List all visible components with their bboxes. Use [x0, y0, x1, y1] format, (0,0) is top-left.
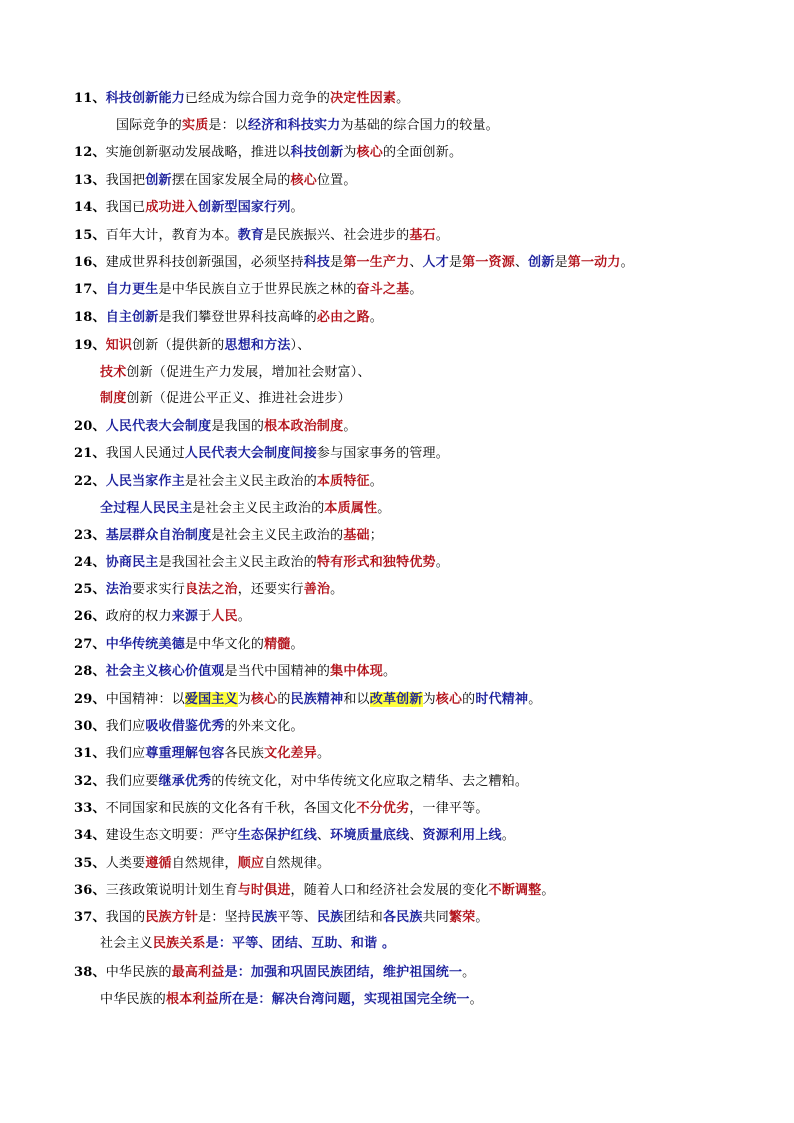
text-segment: 各民族	[382, 910, 423, 925]
text-line	[74, 554, 449, 572]
text-segment: 与时俱进	[237, 883, 291, 898]
text-segment: 为	[237, 692, 251, 707]
item-number: 16、	[74, 255, 106, 270]
text-segment: 时代精神	[475, 692, 529, 707]
item-number: 12、	[74, 145, 106, 160]
text-segment: 不同国家和民族的文化各有千秋，各国文化	[105, 801, 357, 816]
text-line	[74, 337, 310, 355]
text-segment: 、	[409, 828, 423, 843]
text-segment: 民族	[250, 910, 278, 925]
text-segment: 的传统文化，对中华传统文化应取之精华、去之糟粕。	[211, 774, 529, 789]
text-segment: 知识	[105, 338, 133, 353]
item-number: 21、	[74, 446, 106, 461]
text-segment: 摆在国家发展全局的	[171, 173, 291, 188]
text-segment: 精髓	[264, 637, 291, 652]
item-number: 17、	[74, 282, 106, 297]
text-segment: 善治	[303, 582, 331, 597]
text-line	[74, 254, 634, 272]
text-segment: 。	[620, 255, 634, 270]
text-segment: 实施创新驱动发展战略，推进以	[105, 145, 291, 160]
text-segment: 继承优秀	[158, 774, 212, 789]
text-line	[74, 309, 383, 327]
text-segment: 是我们攀登世界科技高峰的	[158, 310, 317, 325]
item-number: 34、	[74, 828, 106, 843]
item-number: 22、	[74, 474, 106, 489]
text-segment: 。	[469, 992, 483, 1007]
item-number: 18、	[74, 310, 106, 325]
item-number: 37、	[74, 910, 106, 925]
text-segment: 特有形式和独特优势	[316, 555, 436, 570]
item-number: 15、	[74, 228, 106, 243]
text-segment: 。	[316, 746, 331, 761]
text-segment: 根本政治制度	[264, 419, 344, 434]
text-segment: 已经成为综合国力竞争的	[184, 91, 331, 106]
text-segment: 是民族振兴、社会进步的	[264, 228, 410, 243]
text-line	[74, 418, 357, 436]
text-segment: 。	[541, 883, 555, 898]
text-segment: 是	[448, 255, 463, 270]
text-segment: 创新	[145, 173, 172, 188]
text-segment: 于	[198, 609, 212, 624]
text-line	[74, 882, 555, 900]
text-segment: 是	[330, 255, 344, 270]
text-segment: 是：以	[208, 118, 249, 133]
text-segment: 人民代表大会制度间接	[184, 446, 317, 461]
item-number: 35、	[74, 856, 106, 871]
text-line	[74, 144, 462, 162]
text-segment: ；	[369, 528, 383, 543]
text-segment: 不断调整	[488, 883, 542, 898]
text-line	[74, 473, 383, 491]
text-segment: 我国人民通过	[105, 446, 185, 461]
text-segment: 人民代表大会制度	[105, 419, 212, 434]
text-segment: 各民族	[224, 746, 265, 761]
text-segment: 顺应	[237, 856, 265, 871]
text-segment: 维护祖国统一	[382, 965, 463, 980]
item-number: 29、	[74, 692, 106, 707]
item-number: 24、	[74, 555, 106, 570]
text-segment: 。	[377, 501, 391, 516]
text-line	[74, 581, 343, 599]
text-line	[74, 827, 515, 845]
text-segment: 和以	[343, 692, 370, 707]
text-segment: 。	[462, 965, 476, 980]
text-segment: 要求实行	[132, 582, 185, 597]
text-segment: 我国把	[105, 173, 146, 188]
text-segment: 文化差异	[264, 746, 317, 761]
text-segment: 生态保护红线	[237, 828, 317, 843]
text-segment: 位置。	[316, 173, 357, 188]
text-segment: 尊重理解包容	[145, 746, 225, 761]
text-line	[100, 364, 371, 382]
text-segment: 民族方针	[145, 910, 199, 925]
text-segment: 繁荣	[448, 910, 476, 925]
text-segment: 中国精神：以	[105, 692, 185, 707]
text-line	[74, 608, 251, 626]
text-segment: 民族	[316, 910, 344, 925]
text-segment: 我国的	[105, 910, 146, 925]
item-number: 13、	[74, 173, 106, 188]
text-line	[100, 500, 390, 518]
text-segment: 创新（促进生产力发展，增加社会财富）、	[126, 365, 371, 380]
text-segment: ）、	[290, 338, 311, 353]
text-segment: 是我国社会主义民主政治的	[158, 555, 317, 570]
text-segment: 所在是：解决台湾问题，	[218, 992, 365, 1007]
text-segment: 、	[409, 255, 423, 270]
item-number: 19、	[74, 338, 106, 353]
text-line	[74, 800, 489, 818]
item-number: 25、	[74, 582, 106, 597]
text-segment: 科技创新	[290, 145, 344, 160]
text-segment: 平等、	[277, 910, 317, 925]
item-number: 38、	[74, 965, 106, 980]
item-number: 28、	[74, 664, 106, 679]
text-segment: 奋斗之基	[356, 282, 410, 297]
item-number: 11、	[74, 91, 106, 106]
text-line	[74, 90, 409, 108]
text-segment: 是中华文化的	[184, 637, 265, 652]
text-segment: 最高利益	[171, 965, 225, 980]
text-segment: 、	[514, 255, 529, 270]
text-segment: 。	[409, 282, 423, 297]
text-segment: ，还要实行	[237, 582, 304, 597]
item-number: 36、	[74, 883, 106, 898]
text-segment: 建设生态文明要：严守	[105, 828, 238, 843]
text-segment: 制度	[100, 391, 127, 406]
text-segment: 为	[422, 692, 436, 707]
text-segment: 人民当家作主	[105, 474, 185, 489]
text-segment: 基石	[409, 228, 436, 243]
text-segment: 国际竞争的	[116, 118, 183, 133]
text-segment: 、	[316, 828, 331, 843]
text-segment: 。	[435, 555, 449, 570]
text-segment: 的	[277, 692, 291, 707]
text-line	[74, 172, 357, 190]
text-segment: 必由之路	[316, 310, 370, 325]
text-segment: 创新（促进公平正义、推进社会进步）	[126, 391, 351, 406]
text-segment: 的外来文化。	[224, 719, 304, 734]
text-segment: 爱国主义	[184, 692, 238, 707]
text-segment: 。	[501, 828, 515, 843]
text-segment: 。	[369, 310, 383, 325]
text-line	[74, 855, 330, 873]
text-segment: 实质	[182, 118, 209, 133]
text-line	[74, 227, 449, 245]
text-segment: 百年大计，教育为本。	[105, 228, 238, 243]
text-segment: 。	[382, 664, 397, 679]
text-segment: 自力更生	[105, 282, 159, 297]
text-segment: 创新型国家行列	[198, 200, 291, 215]
text-segment: 第一生产力	[343, 255, 410, 270]
text-segment: 全过程人民民主	[100, 501, 193, 516]
text-segment: 为基础的综合国力的较量。	[340, 118, 499, 133]
text-segment: 基础	[343, 528, 370, 543]
text-segment: 为	[343, 145, 357, 160]
text-segment: 是	[554, 255, 568, 270]
text-segment: ，随着人口和经济社会发展的变化	[290, 883, 489, 898]
text-segment: 是当代中国精神的	[224, 664, 331, 679]
text-segment: 改革创新	[369, 692, 423, 707]
text-line	[74, 745, 330, 763]
text-segment: 政府的权力	[105, 609, 172, 624]
item-number: 20、	[74, 419, 106, 434]
text-segment: 社会主义核心价值观	[105, 664, 225, 679]
text-segment: 自然规律，	[171, 856, 238, 871]
item-number: 32、	[74, 774, 106, 789]
text-segment: 是社会主义民主政治的	[192, 501, 325, 516]
text-line	[74, 773, 528, 791]
item-number: 27、	[74, 637, 106, 652]
text-segment: 人类要	[105, 856, 146, 871]
text-segment: 。	[369, 474, 383, 489]
text-segment: 社会主义	[100, 936, 153, 951]
text-segment: 基层群众自治制度	[105, 528, 212, 543]
text-line	[74, 199, 304, 217]
text-segment: 第一资源	[462, 255, 515, 270]
text-segment: 我们应要	[105, 774, 159, 789]
item-number: 30、	[74, 719, 106, 734]
text-segment: 技术	[100, 365, 127, 380]
text-segment: 人民	[211, 609, 238, 624]
text-segment: 建成世界科技创新强国，必须坚持	[105, 255, 304, 270]
item-number: 26、	[74, 609, 106, 624]
text-segment: 是社会主义民主政治的	[184, 474, 317, 489]
text-segment: 是中华民族自立于世界民族之林的	[158, 282, 357, 297]
text-segment: 。	[237, 609, 251, 624]
text-segment: 成功进入	[145, 200, 199, 215]
text-segment: 。	[330, 582, 344, 597]
text-segment: 本质属性	[324, 501, 378, 516]
text-segment: 实现祖国完全统一	[364, 992, 470, 1007]
text-segment: 第一动力	[567, 255, 621, 270]
text-line	[116, 117, 499, 135]
text-segment: 自然规律。	[264, 856, 331, 871]
item-number: 31、	[74, 746, 106, 761]
text-segment: 是社会主义民主政治的	[211, 528, 344, 543]
text-segment: 核心	[250, 692, 278, 707]
text-line	[74, 281, 423, 299]
text-segment: 。	[528, 692, 542, 707]
text-segment: 。	[475, 910, 489, 925]
text-segment: 核心	[435, 692, 463, 707]
text-line	[74, 445, 449, 463]
text-segment: 民族关系	[152, 936, 206, 951]
text-segment: 资源利用上线	[422, 828, 502, 843]
text-segment: ，一律平等。	[409, 801, 489, 816]
text-segment: 根本利益	[166, 992, 219, 1007]
text-segment: 中华民族的	[100, 992, 167, 1007]
text-line	[74, 527, 383, 545]
text-line	[100, 390, 351, 408]
text-segment: 创新（提供新的	[132, 338, 225, 353]
text-segment: 遵循	[145, 856, 172, 871]
text-segment: 的	[462, 692, 476, 707]
text-segment: 思想和方法	[224, 338, 291, 353]
text-segment: 教育	[237, 228, 265, 243]
text-segment: 吸收借鉴优秀	[145, 719, 225, 734]
text-segment: 是：坚持	[198, 910, 251, 925]
text-segment: 三孩政策说明计划生育	[105, 883, 238, 898]
text-segment: 。	[435, 228, 449, 243]
text-segment: 。	[396, 91, 410, 106]
text-segment: 是：平等、团结、互助、和谐 。	[205, 936, 396, 951]
text-segment: 我国已	[105, 200, 146, 215]
text-segment: 良法之治	[184, 582, 238, 597]
text-segment: 团结和	[343, 910, 383, 925]
text-segment: 参与国家事务的管理。	[316, 446, 449, 461]
text-segment: 创新	[528, 255, 555, 270]
text-segment: 核心	[356, 145, 383, 160]
text-segment: 中华传统美德	[105, 637, 185, 652]
text-segment: 民族精神	[290, 692, 344, 707]
text-segment: 是：加强和巩固民族团结，	[224, 965, 383, 980]
item-number: 33、	[74, 801, 106, 816]
text-line	[74, 718, 304, 736]
text-segment: 法治	[105, 582, 133, 597]
text-segment: 。	[290, 637, 304, 652]
text-segment: 不分优劣	[356, 801, 410, 816]
text-line	[74, 964, 475, 982]
text-segment: 我们应	[105, 719, 146, 734]
text-segment: 人才	[422, 255, 449, 270]
item-number: 14、	[74, 200, 106, 215]
text-segment: 自主创新	[105, 310, 159, 325]
text-segment: 核心	[290, 173, 317, 188]
text-line	[74, 663, 396, 681]
text-segment: 中华民族的	[105, 965, 172, 980]
text-segment: 共同	[422, 910, 449, 925]
text-line	[100, 991, 483, 1009]
text-segment: 我们应	[105, 746, 146, 761]
text-line	[74, 909, 489, 927]
text-segment: 。	[343, 419, 357, 434]
text-segment: 来源	[171, 609, 199, 624]
text-segment: 。	[290, 200, 304, 215]
text-segment: 决定性因素	[330, 91, 397, 106]
text-segment: 科技创新能力	[105, 91, 185, 106]
item-number: 23、	[74, 528, 106, 543]
text-line	[74, 691, 541, 709]
text-segment: 本质特征	[316, 474, 370, 489]
text-segment: 经济和科技实力	[248, 118, 341, 133]
text-segment: 集中体现	[330, 664, 383, 679]
text-line	[74, 636, 304, 654]
text-line	[100, 935, 395, 953]
text-segment: 协商民主	[105, 555, 159, 570]
text-segment: 是我国的	[211, 419, 265, 434]
text-segment: 科技	[303, 255, 331, 270]
text-segment: 的全面创新。	[382, 145, 463, 160]
text-segment: 环境质量底线	[330, 828, 410, 843]
